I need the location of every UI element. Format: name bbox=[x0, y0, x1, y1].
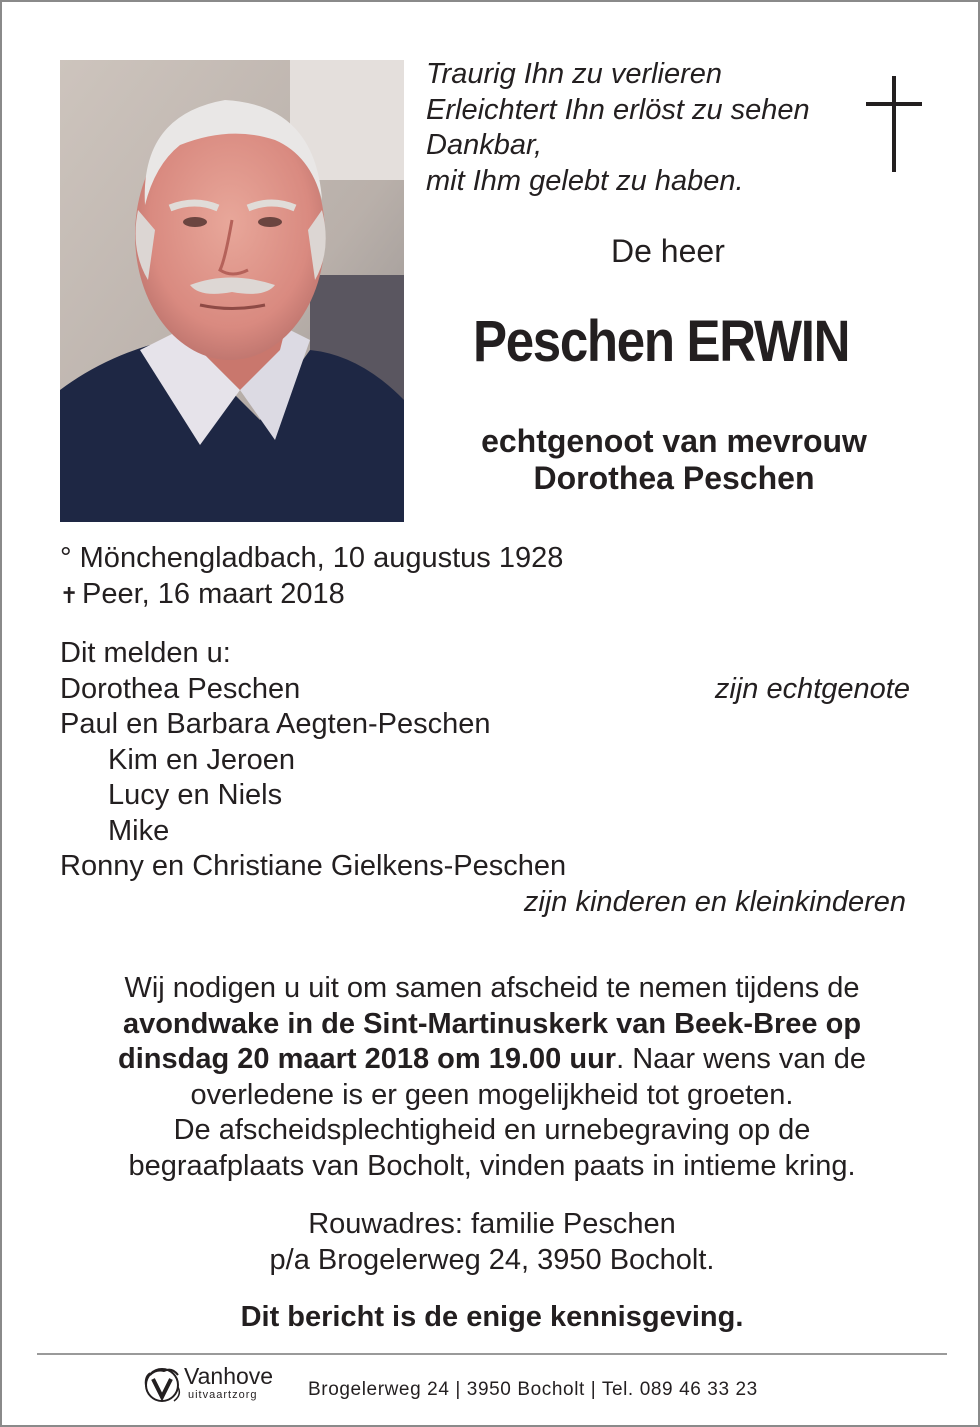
vanhove-logo-icon bbox=[142, 1363, 186, 1407]
funeral-home-logo bbox=[142, 1359, 312, 1411]
relation-label: zijn kinderen en kleinkinderen bbox=[523, 885, 906, 918]
list-item bbox=[60, 672, 910, 708]
poem-line: Dankbar, bbox=[426, 129, 543, 161]
footer-contact: Brogelerweg 24 | 3950 Bocholt | Tel. 089 46 33 23 bbox=[308, 1379, 758, 1400]
salutation: De heer bbox=[611, 233, 725, 269]
poem-line: Erleichtert Ihn erlöst zu sehen bbox=[426, 93, 810, 126]
family-member: Kim en Jeroen bbox=[108, 743, 295, 776]
invite-line-rest: . Naar wens van de bbox=[616, 1043, 866, 1075]
poem-line: Traurig Ihn zu verlieren bbox=[426, 58, 723, 90]
address-line: Rouwadres: familie Peschen bbox=[308, 1208, 676, 1240]
family-member: Lucy en Niels bbox=[108, 779, 283, 811]
invite-line: De afscheidsplechtigheid en urnebegraving op de bbox=[173, 1114, 811, 1146]
family-list bbox=[60, 636, 910, 920]
invite-line: overledene is er geen mogelijkheid tot groeten. bbox=[190, 1078, 794, 1111]
deceased-name: Peschen ERWIN bbox=[473, 309, 850, 374]
list-item bbox=[60, 778, 910, 814]
invite-line: begraafplaats van Bocholt, vinden paats in intieme kring. bbox=[128, 1149, 856, 1182]
spouse-info bbox=[440, 423, 908, 497]
spouse-name: Dorothea Peschen bbox=[533, 460, 815, 496]
address-line: p/a Brogelerweg 24, 3950 Bocholt. bbox=[269, 1243, 715, 1276]
poem bbox=[426, 57, 810, 199]
death-date-line bbox=[60, 577, 563, 614]
notice-text: Dit bericht is de enige kennisgeving. bbox=[240, 1301, 744, 1333]
mourning-address bbox=[42, 1207, 942, 1278]
spouse-line: echtgenoot van mevrouw bbox=[481, 423, 867, 459]
divider bbox=[37, 1353, 947, 1355]
invite-line bbox=[42, 1042, 942, 1078]
invitation-text bbox=[42, 971, 942, 1184]
list-item bbox=[60, 885, 910, 921]
list-item bbox=[60, 814, 910, 850]
death-cross-icon: ✝ bbox=[60, 582, 79, 608]
relation-label: zijn echtgenote bbox=[714, 672, 910, 705]
logo-tagline: uitvaartzorg bbox=[188, 1389, 258, 1401]
family-member: Mike bbox=[108, 814, 170, 847]
portrait-photo bbox=[60, 60, 404, 522]
cross-icon bbox=[864, 74, 924, 174]
life-dates bbox=[60, 541, 563, 613]
list-item bbox=[60, 707, 910, 743]
logo-name: Vanhove bbox=[184, 1363, 274, 1389]
list-item bbox=[60, 849, 910, 885]
death-date: Peer, 16 maart 2018 bbox=[82, 577, 345, 610]
family-intro: Dit melden u: bbox=[60, 637, 231, 669]
family-member: Dorothea Peschen bbox=[60, 672, 301, 705]
family-member: Paul en Barbara Aegten-Peschen bbox=[60, 708, 491, 740]
list-item bbox=[60, 743, 910, 779]
birth-date: ° Mönchengladbach, 10 augustus 1928 bbox=[60, 542, 564, 574]
invite-line-bold: avondwake in de Sint-Martinuskerk van Beek-Bree op bbox=[122, 1007, 862, 1040]
family-member: Ronny en Christiane Gielkens-Peschen bbox=[60, 850, 567, 882]
invite-line: Wij nodigen u uit om samen afscheid te nemen tijdens de bbox=[124, 972, 860, 1004]
poem-line: mit Ihm gelebt zu haben. bbox=[426, 164, 744, 197]
invite-datetime: dinsdag 20 maart 2018 om 19.00 uur bbox=[118, 1043, 617, 1075]
